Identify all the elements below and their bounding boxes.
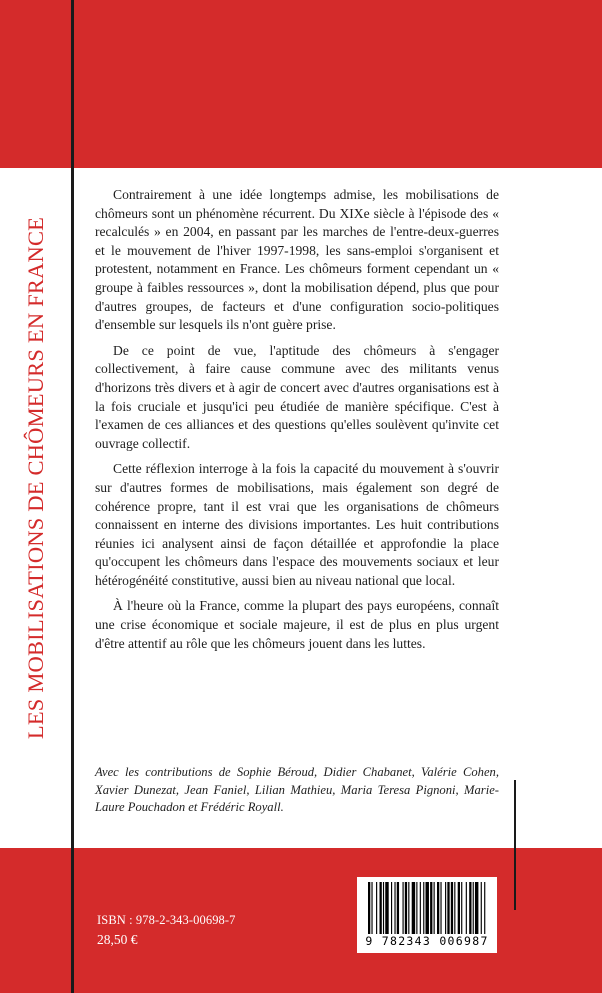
blurb-paragraph: À l'heure où la France, comme la plupart des pays européens, connaît une crise économique et sociale majeure, il est de plus en plus urgent d'être attentif au rôle que les chômeurs jouent dans les luttes. [95, 598, 499, 651]
spine-title: LES MOBILISATIONS DE CHÔMEURS EN FRANCE [23, 216, 48, 740]
blurb-paragraph: Cette réflexion interroge à la fois la capacité du mouvement à s'ouvrir sur d'autres formes de mobilisations, mais également son degré de cohérence propre, tant il est vrai que les organisations de chômeurs connaissent en interne des divisions importantes. Les huit contributions réunies ici analysent ainsi de façon détaillée et approfondie la place qu'occupent les chômeurs dans l'espace des mouvements sociaux et leur hétérogénéité constitutive, aussi bien au niveau national que local. [95, 461, 499, 588]
spine-rule-left [71, 0, 74, 993]
barcode-number: 9 782343 006987 [365, 934, 489, 948]
blurb-paragraph: Contrairement à une idée longtemps admise, les mobilisations de chômeurs sont un phénomène récurrent. Du XIXe siècle à l'épisode des « recalculés » en 2004, en passant par les marches de l'entre-deux-guerres et le mouvement de l'hiver 1997-1998, les sans-emploi s'organisent et protestent, notamment en France. Les chômeurs forment cependant un « groupe à faibles ressources », dont la mobilisation dépend, plus que pour d'autres groupes, de facteurs et d'une configuration socio-politiques d'ensemble sur lesquels ils n'ont guère prise. [95, 187, 499, 333]
top-red-band [0, 0, 602, 168]
bottom-red-band [0, 848, 602, 993]
blurb-paragraph: De ce point de vue, l'aptitude des chômeurs à s'engager collectivement, à faire cause commune avec des militants venus d'horizons très divers et à agir de concert avec d'autres organisations est à la fois cruciale et jusqu'ici peu étudiée de manière spécifique. C'est à l'examen de ces alliances et des questions qu'elles soulèvent qu'invite cet ouvrage collectif. [95, 342, 499, 451]
price-label: 28,50 € [97, 932, 138, 947]
back-cover-blurb [95, 186, 499, 660]
barcode-rule-right [514, 780, 516, 910]
barcode-bars [368, 882, 486, 934]
contributors-note: Avec les contributions de Sophie Béroud, Didier Chabanet, Valérie Cohen, Xavier Dunezat, Jean Faniel, Lilian Mathieu, Maria Teresa Pignoni, Marie-Laure Pouchadon et Frédéric Royall. [95, 765, 499, 814]
barcode [357, 877, 497, 953]
isbn-label: ISBN : 978-2-343-00698-7 [97, 913, 236, 927]
